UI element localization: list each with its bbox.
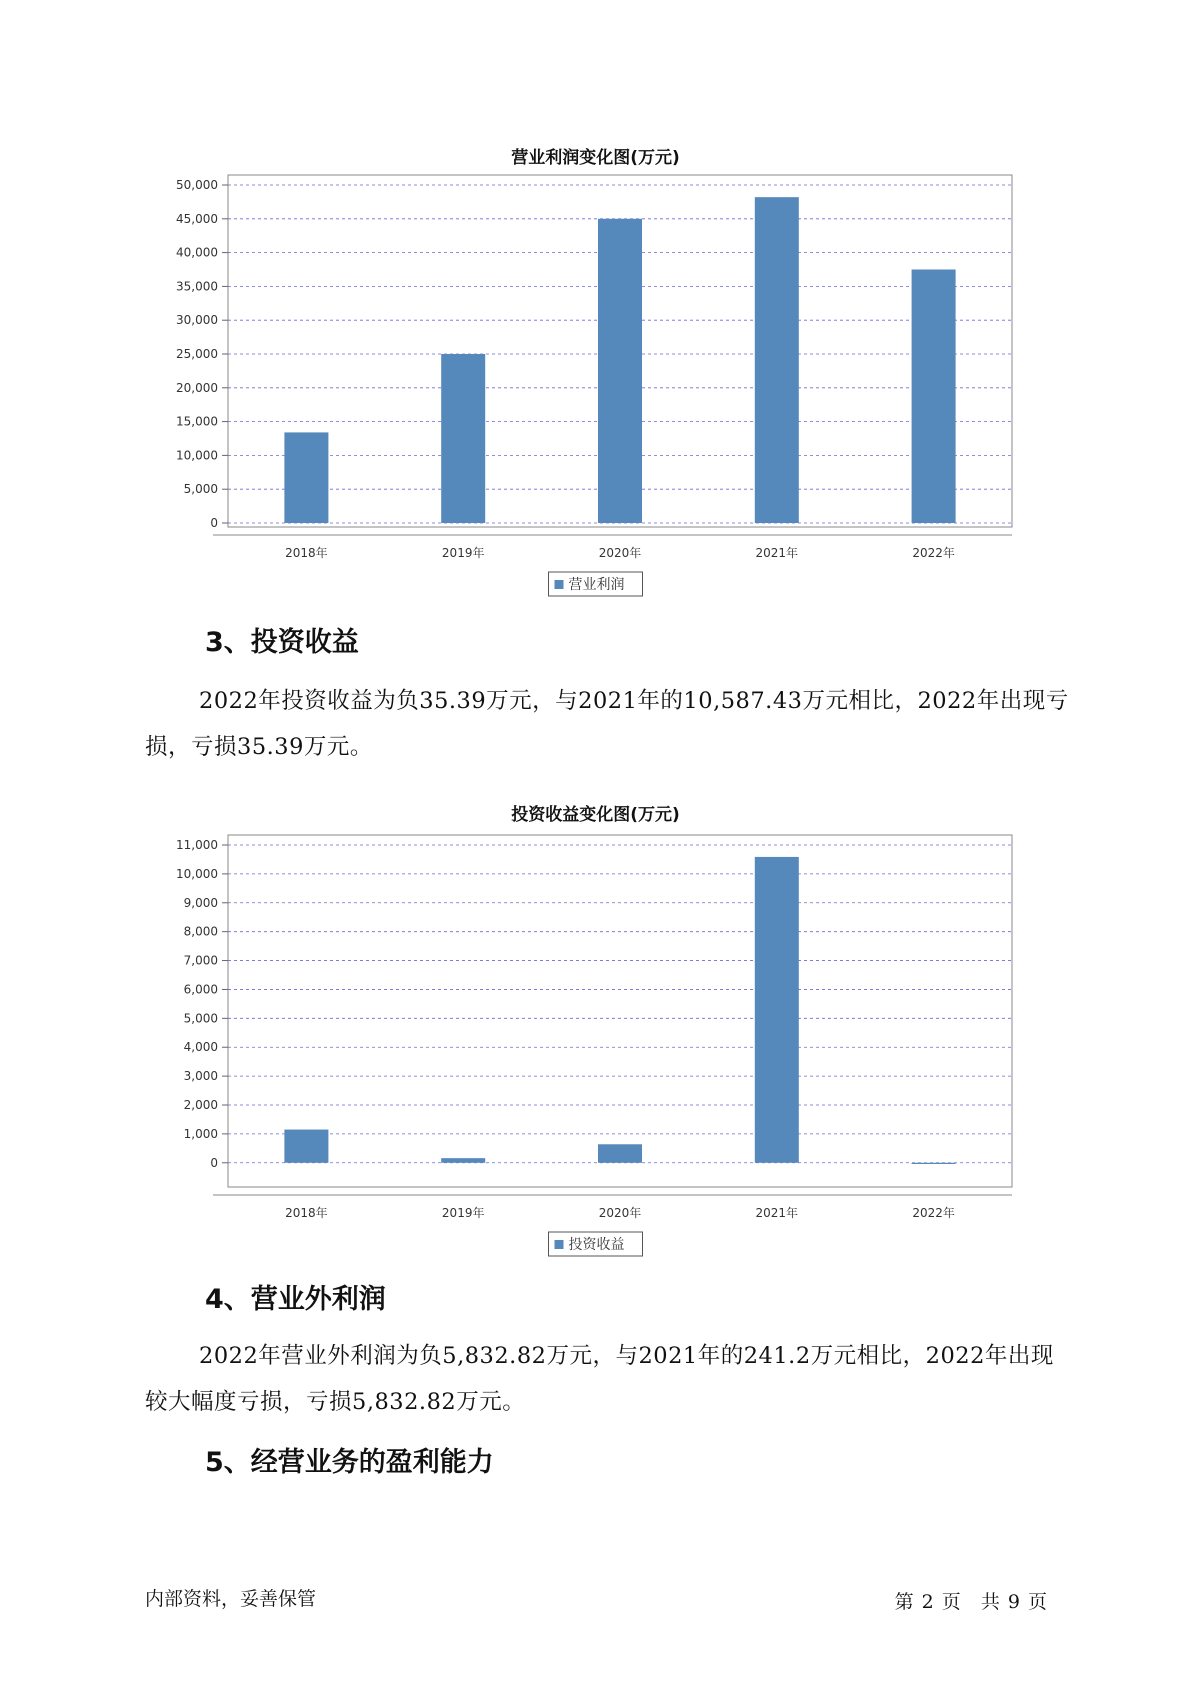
y-tick-label: 0 bbox=[210, 1155, 218, 1170]
y-tick-label: 40,000 bbox=[176, 245, 218, 260]
legend-label: 营业利润 bbox=[568, 577, 625, 593]
y-tick-label: 5,000 bbox=[183, 482, 218, 497]
legend-swatch bbox=[555, 580, 564, 589]
bar-2019年 bbox=[441, 1158, 485, 1163]
y-tick-label: 30,000 bbox=[176, 313, 218, 328]
x-tick-label: 2021年 bbox=[755, 1206, 799, 1220]
y-tick-label: 15,000 bbox=[176, 414, 218, 429]
bar-2020年 bbox=[598, 219, 642, 523]
section-5-heading: 5、经营业务的盈利能力 bbox=[205, 1447, 494, 1478]
chart-title-investment-income: 投资收益变化图(万元) bbox=[511, 805, 680, 825]
bar-2022年 bbox=[912, 270, 956, 524]
y-tick-label: 3,000 bbox=[183, 1069, 218, 1084]
bar-2021年 bbox=[755, 197, 799, 523]
x-tick-label: 2020年 bbox=[598, 546, 642, 560]
total-prefix: 共 bbox=[980, 1591, 1000, 1613]
chart-title-operating-profit: 营业利润变化图(万元) bbox=[511, 148, 680, 168]
bar-2021年 bbox=[755, 857, 799, 1163]
x-tick-label: 2022年 bbox=[912, 546, 955, 560]
x-tick-label: 2021年 bbox=[755, 546, 799, 560]
page-mid: 页 bbox=[941, 1591, 961, 1613]
y-tick-label: 1,000 bbox=[183, 1126, 218, 1141]
y-tick-label: 7,000 bbox=[183, 953, 218, 968]
page-prefix: 第 bbox=[894, 1591, 914, 1613]
y-tick-label: 0 bbox=[210, 516, 218, 530]
legend bbox=[549, 572, 643, 596]
x-tick-label: 2018年 bbox=[285, 1206, 328, 1220]
y-tick-label: 50,000 bbox=[176, 178, 218, 192]
y-tick-label: 6,000 bbox=[183, 982, 218, 997]
section-3-heading: 3、投资收益 bbox=[205, 627, 359, 658]
section-3-text: 2022年投资收益为负35.39万元，与2021年的10,587.43万元相比，2022年出现亏损，亏损35.39万元。 bbox=[145, 688, 1069, 760]
legend-label: 投资收益 bbox=[568, 1237, 625, 1253]
bar-2020年 bbox=[598, 1144, 642, 1162]
y-tick-label: 35,000 bbox=[176, 279, 218, 294]
x-tick-label: 2020年 bbox=[598, 1206, 642, 1220]
bar-2019年 bbox=[441, 354, 485, 523]
page-num: 2 bbox=[921, 1591, 934, 1613]
x-tick-label: 2019年 bbox=[441, 546, 485, 560]
legend bbox=[549, 1232, 643, 1256]
y-tick-label: 2,000 bbox=[183, 1098, 218, 1112]
y-tick-label: 45,000 bbox=[176, 211, 218, 226]
y-tick-label: 10,000 bbox=[176, 448, 218, 463]
y-tick-label: 4,000 bbox=[183, 1040, 218, 1055]
bar-2022年 bbox=[912, 1163, 956, 1164]
y-tick-label: 9,000 bbox=[183, 895, 218, 910]
x-tick-label: 2018年 bbox=[285, 546, 328, 560]
bar-2018年 bbox=[284, 432, 328, 523]
x-tick-label: 2022年 bbox=[912, 1206, 955, 1220]
investment-income-chart bbox=[0, 820, 1191, 1253]
y-tick-label: 11,000 bbox=[176, 838, 218, 852]
y-tick-label: 5,000 bbox=[183, 1011, 218, 1026]
total-suffix: 页 bbox=[1027, 1591, 1047, 1613]
bar-2018年 bbox=[284, 1130, 328, 1163]
section-4-heading: 4、营业外利润 bbox=[205, 1284, 386, 1315]
y-tick-label: 20,000 bbox=[176, 380, 218, 395]
operating-profit-chart bbox=[0, 160, 1191, 593]
total-num: 9 bbox=[1007, 1591, 1020, 1613]
footer-page-number bbox=[891, 1587, 1051, 1614]
x-tick-label: 2019年 bbox=[441, 1206, 485, 1220]
section-4-text: 2022年营业外利润为负5,832.82万元，与2021年的241.2万元相比，2022年出现较大幅度亏损，亏损5,832.82万元。 bbox=[145, 1343, 1054, 1415]
legend-swatch bbox=[555, 1240, 564, 1249]
footer-confidential-note: 内部资料，妥善保管 bbox=[145, 1588, 317, 1610]
y-tick-label: 25,000 bbox=[176, 347, 218, 361]
y-tick-label: 10,000 bbox=[176, 866, 218, 881]
y-tick-label: 8,000 bbox=[183, 924, 218, 939]
